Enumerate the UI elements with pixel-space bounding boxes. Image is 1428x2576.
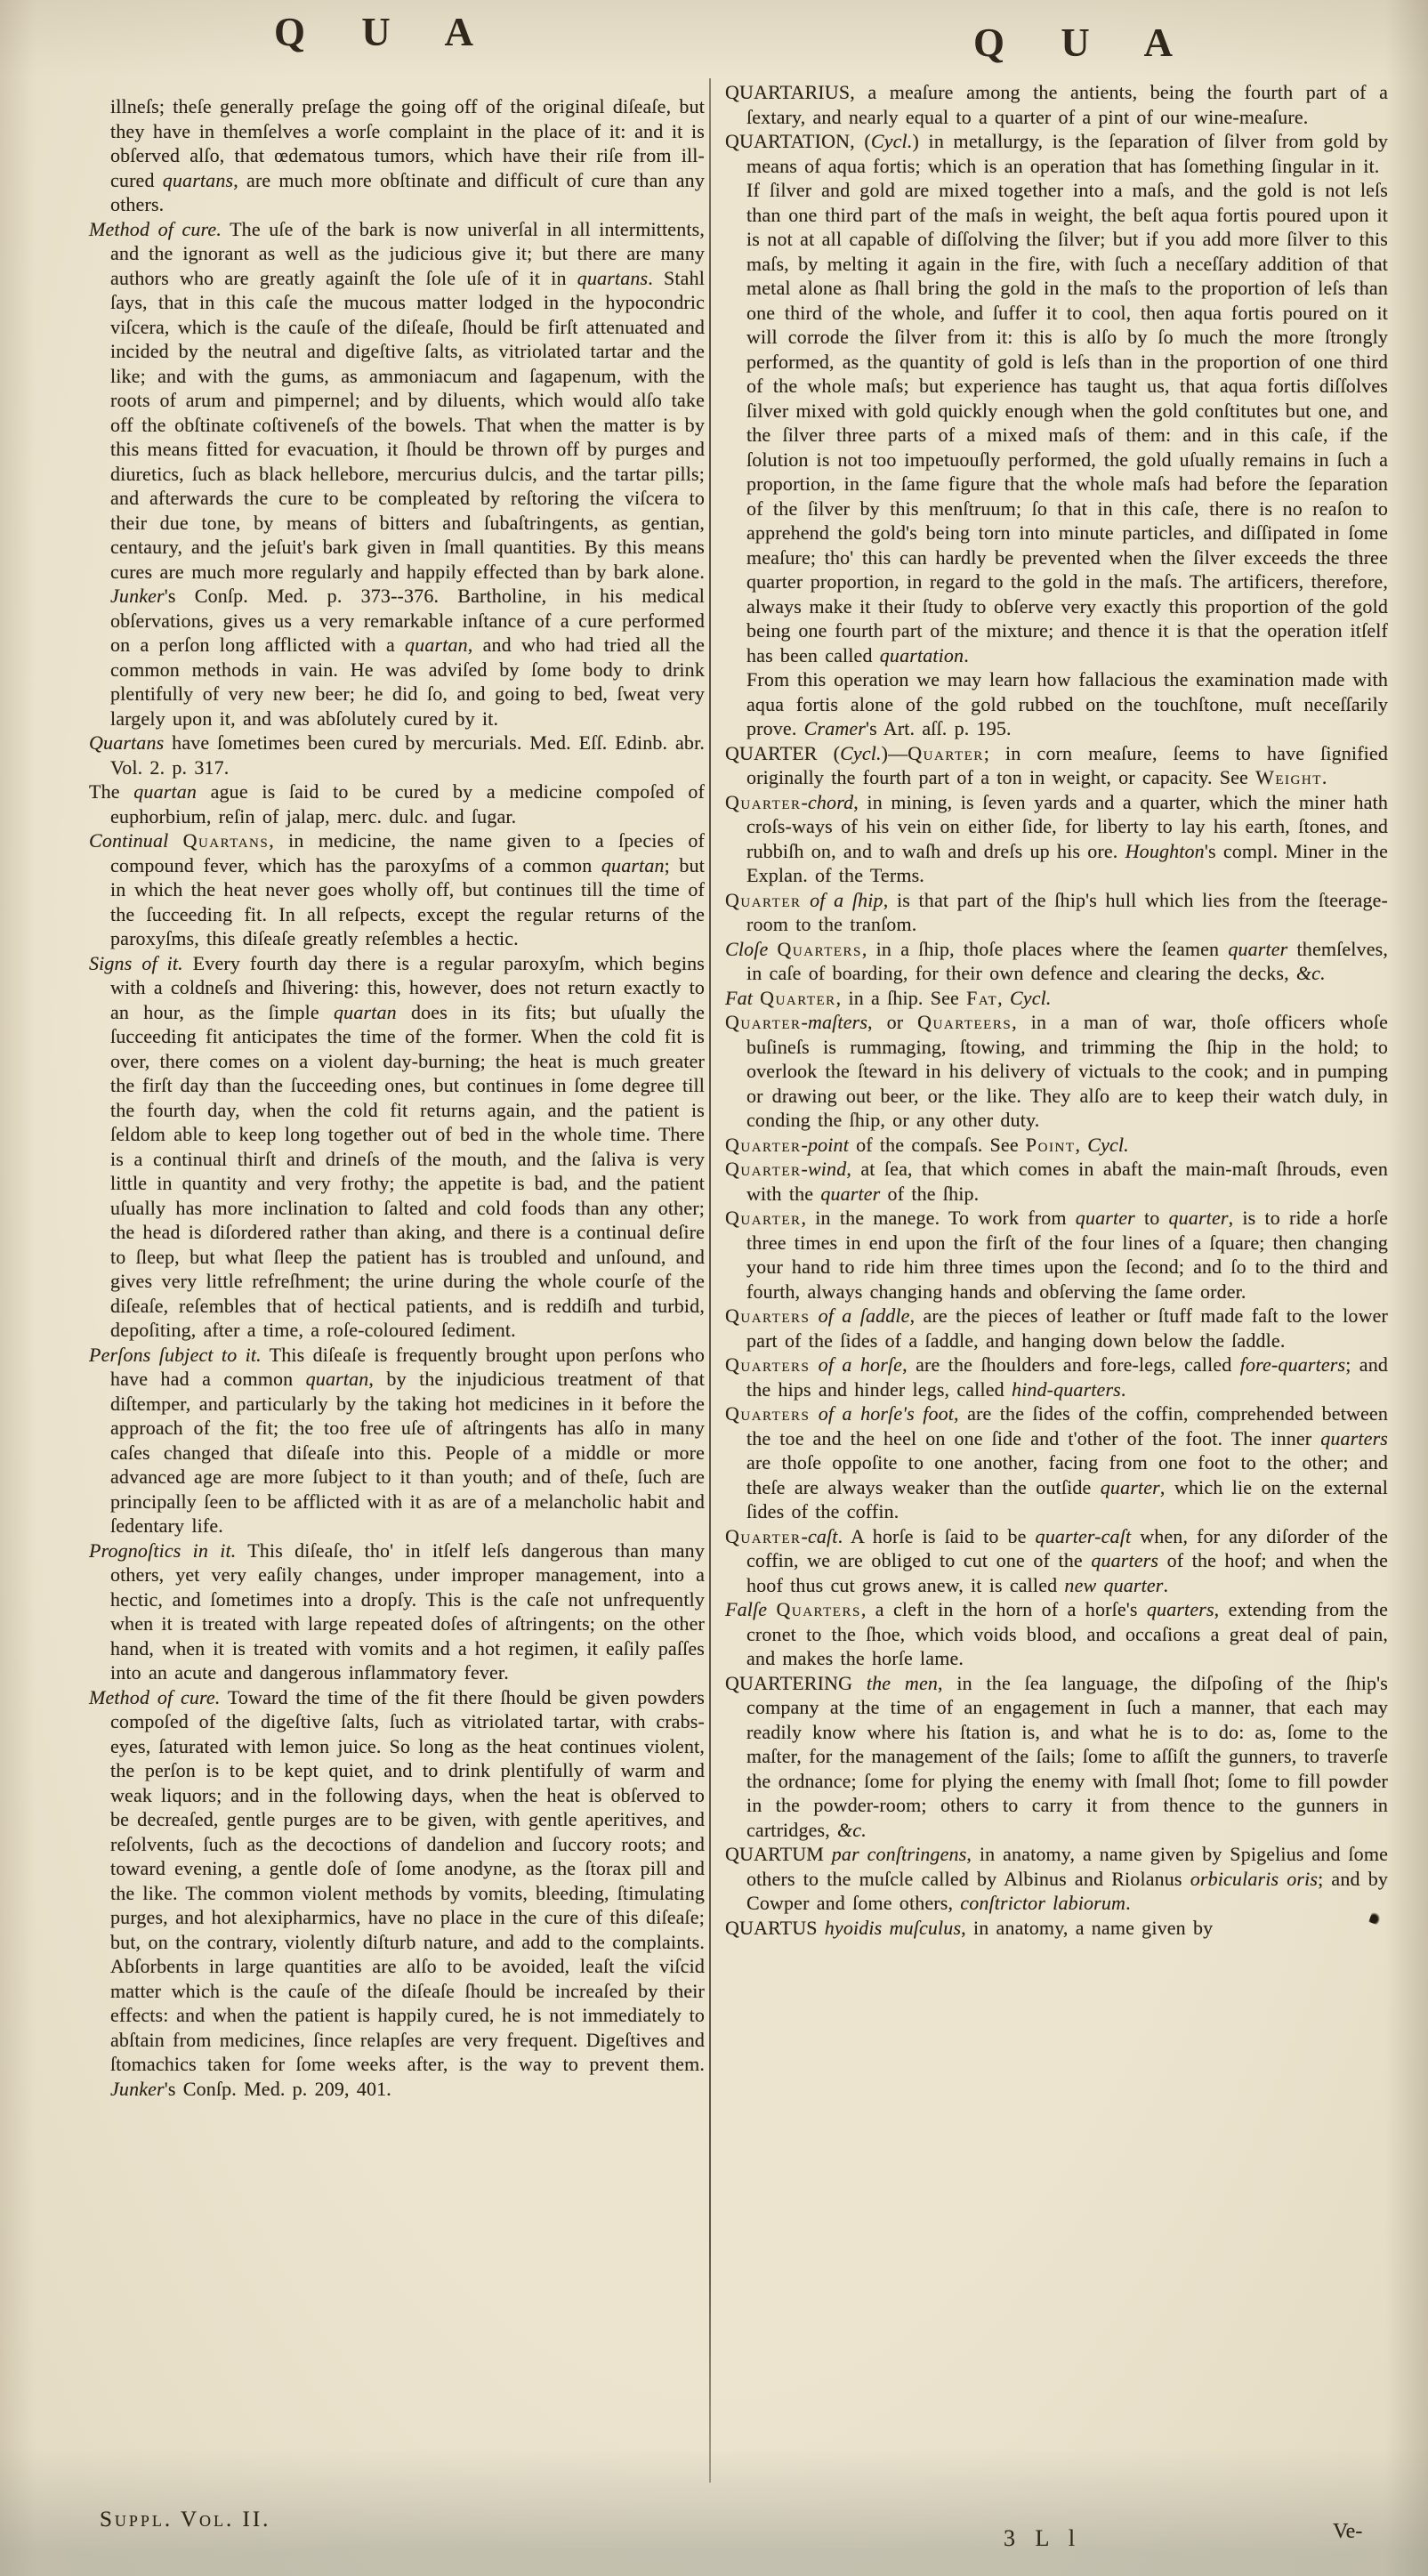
text-run: Quartans — [89, 731, 165, 754]
text-run: quartan — [133, 780, 197, 803]
text-run: Quarters — [777, 937, 862, 960]
text-run: Quarter — [725, 888, 802, 911]
paragraph — [725, 888, 1388, 937]
text-run: Cycl. — [1009, 986, 1052, 1009]
text-run: quarters — [1146, 1598, 1214, 1620]
paragraph — [89, 951, 705, 1343]
paragraph — [725, 986, 1388, 1011]
text-run: -maſters — [801, 1011, 868, 1033]
text-run: hind-quarters — [1011, 1377, 1121, 1401]
column-right — [725, 80, 1388, 1940]
text-run: . — [1163, 1573, 1169, 1596]
text-run: quarters — [1091, 1549, 1159, 1571]
text-run: , in a ſhip. See — [835, 986, 967, 1009]
text-run: This diſeaſe is frequently brought upon perſons who have had a common — [110, 1343, 705, 1390]
paragraph — [89, 779, 705, 828]
text-run: of the hoof; and when the hoof thus cut grows anew, it is called — [746, 1549, 1388, 1596]
text-run: , and who had tried all the common methods in vain. He was adviſed by ſome body to drink plentifully of very new beer; he did ſo, and going to bed, ſweat very largely upon it, and was abſolutely cured by it. — [110, 634, 705, 730]
paragraph — [725, 1401, 1388, 1524]
text-run: , in medicine, the name given to a ſpecies of compound fever, which has the paroxyſms of a common — [110, 829, 705, 876]
paragraph — [725, 1353, 1388, 1401]
text-run: , is to ride a horſe three times in end upon the firſt of the four lines of a ſquare; then changing your hand to ride him three times upon the ſecond; and ſo to the third and fourth, always changing hands and obſerving the ſame order. — [746, 1207, 1388, 1303]
paragraph — [725, 1916, 1388, 1941]
text-run: Prognoſtics in it. — [89, 1538, 237, 1562]
text-run: , in anatomy, a name given by Spigelius and ſome others to the muſcle called by Albinus and Riolanus — [746, 1843, 1389, 1890]
text-run: , by the injudicious treatment of that diſtemper, and particularly by the taking hot medicines in it before the approach of the fit; the too free uſe of aſtringents has alſo in many caſes changed that diſeaſe into this. People of a middle or more advanced age are more ſubject to it than youth; and of theſe, ſuch are principally ſeen to be afflicted with it as are of a melancholic habit and ſedentary life. — [110, 1368, 705, 1537]
text-run: quarter — [1075, 1207, 1135, 1229]
text-run: . — [1321, 766, 1327, 788]
text-run: does in its fits; but uſually the ſucceeding fit anticipates the time of the former. When the cold fit is over, there comes on a violent day-burning; the heat is much greater the firſt day than the ſucceeding ones, but continues in ſome degree till the fourth day, when the cold fit returns again, and the patient is ſeldom able to keep long together out of bed in the whole time. There is a continual thirſt and drineſs of the mouth, and the ſaliva is very little in quantity and very frothy; the appetite is bad, and the patient uſually has more inclination to ſalted and cold foods than any other; the head is diſordered rather than aking, and there is a continual deſire to ſleep, but what ſleep the patient has is troubled and unſound, and gives very little refreſhment; the urine during the whole courſe of the diſeaſe, reſembles that of hectical patients, and is reddiſh and turbid, depoſiting, after a time, a roſe-coloured ſediment. — [110, 1000, 706, 1341]
text-run: . Stahl ſays, that in this caſe the mucous matter lodged in the hypocondric viſcera, which is the cauſe of the diſeaſe, ſhould be firſt attenuated and incided by the neutral and digeſtive ſalts, as vitriolated tartar and the like; and with the gums, as ammoniacum and ſagapenum, with the roots of arum and pimpernel; and by diluents, which would alſo take off the obſtinate coſtiveneſs of the bowels. That when the matter is by this means fitted for evacuation, it ſhould be thrown off by purges and diuretics, ſuch as black hellebore, mercurius dulcis, and the tartar pills; and afterwards the cure to be compleated by reſtoring the viſcera to their due tone, by means of bitters and ſubaſtringents, as gentian, centaury, and the jeſuit's bark given in ſmall quantities. By this means cures are much more regularly and happily effected than by bark alone. — [110, 266, 705, 583]
text-run: quarter — [1228, 937, 1288, 960]
text-run: quartan — [334, 1000, 397, 1023]
paragraph — [89, 828, 705, 951]
text-run: Quarteers — [917, 1011, 1013, 1033]
text-run: Quarters — [725, 1402, 811, 1425]
paragraph — [725, 80, 1388, 129]
paragraph — [725, 937, 1388, 986]
text-run: Toward the time of the fit there ſhould be given powders compoſed of the digeſtive ſalts, ſuch as vitriolated tartar, with crabs-eyes, ſaturated with lemon juice. So long as the heat continues violent, the perſon is to be kept quiet, and to drink plentifully of warm and weak liquors; and in the following days, when the heat is obſerved to be decreaſed, gentle purges are to be given, with gentle aperitives, and reſolvents, ſuch as the decoctions of dandelion and ſuccory roots; and toward evening, a gentle doſe of ſome anodyne, as the ſtorax pill and the like. The common violent methods by vomits, bleeding, ſtimulating purges, and hot alexipharmics, have no place in the cure of this diſeaſe; but, on the contrary, violently diſturb nature, and add to the complaints. Abſorbents in large quantities are alſo to be avoided, leaſt the viſcid matter which is the cauſe of the diſeaſe ſhould be increaſed by their effects: and when the patient is happily cured, he is not immediately to abſtain from medicines, ſince relapſes are very frequent. Digeſtives and ſtomachics taken for ſome weeks after, is the way to prevent them. — [110, 1685, 705, 2075]
text-run: Perſons ſubject to it. — [89, 1343, 262, 1366]
text-run: fore-quarters — [1239, 1353, 1346, 1376]
text-run: , are the pieces of leather or ſtuff made faſt to the lower part of the ſides of a ſaddle, and hanging down below the ſaddle. — [746, 1304, 1388, 1352]
text-run: , at ſea, that which comes in abaft the main-maſt ſhrouds, even with the — [746, 1158, 1388, 1205]
text-run: , are much more obſtinate and difficult of cure than any others. — [110, 168, 705, 215]
text-run: QUARTATION, ( — [725, 130, 871, 152]
text-run: Every fourth day there is a regular paroxyſm, which begins with a coldneſs and ſhivering: this, however, does not return exactly to an hour, as the ſimple — [110, 951, 705, 1023]
text-run: of the compaſs. See — [848, 1133, 1026, 1156]
text-run: quartation — [879, 643, 964, 666]
text-run: of a horſe's foot — [810, 1402, 955, 1425]
text-run: quarters — [1320, 1426, 1388, 1450]
text-run: the men — [866, 1671, 939, 1694]
text-run: Quarter — [725, 1158, 802, 1180]
text-run: This diſeaſe, tho' in itſelf leſs dangerous than many others, yet very eaſily changes, under improper management, into a hectic, and ſometimes into a dropſy. This is the caſe not unfrequently when it is treated with large repeated doſes of aſtringents; on the other hand, when it is treated with vomits and a hot regimen, it eaſily paſſes into an acute and dangerous inflammatory fever. — [110, 1538, 705, 1684]
text-run: are thoſe oppoſite to one another, facing from one foot to the other; and theſe are always weaker than the outſide — [746, 1451, 1388, 1498]
text-run: QUARTUS — [725, 1916, 825, 1939]
text-run: quartans — [162, 168, 234, 191]
text-run: , is that part of the ſhip's hull which lies from the ſteerage-room to the tranſom. — [746, 888, 1389, 935]
text-run: The uſe of the bark is now univerſal in all intermittents, and the ignorant as well as the judicious give it; but there are many authors who are greatly againſt the ſole uſe of it in — [110, 217, 705, 289]
paragraph — [725, 1671, 1388, 1843]
text-run: conſtrictor labiorum — [960, 1892, 1126, 1914]
text-run: , a cleft in the horn of a horſe's — [860, 1598, 1147, 1620]
text-run: . A horſe is ſaid to be — [837, 1524, 1036, 1547]
text-run: Quarter — [725, 1133, 802, 1156]
text-run: Quarter — [725, 1524, 802, 1547]
text-run: -point — [801, 1133, 849, 1156]
text-run: orbicularis oris — [1190, 1867, 1319, 1890]
paragraph — [725, 1133, 1388, 1158]
paragraph — [725, 1842, 1388, 1916]
volume-signature: Suppl. Vol. II. — [100, 2507, 271, 2532]
text-run: illneſs; theſe generally preſage the going off of the original diſeaſe, but they have in themſelves a worſe complaint in the place of it: and it is obſerved alſo, that œdematous tumors, which have their riſe from ill-cured — [110, 95, 705, 191]
text-run: Point — [1025, 1133, 1076, 1156]
text-run: ; in corn meaſure, ſeems to have ſignified originally the fourth part of a ton in weight, or capacity. See — [746, 741, 1388, 788]
text-run: QUARTER ( — [725, 741, 841, 764]
text-run: 's compl. Miner in the Explan. of the Terms. — [746, 839, 1388, 886]
text-run: of a ſaddle — [810, 1304, 910, 1327]
text-run: Continual — [89, 829, 183, 852]
text-run: , in a ſhip, thoſe places where the ſeamen — [861, 937, 1229, 960]
paragraph — [89, 217, 705, 731]
running-head-left: Q U A — [274, 10, 497, 54]
text-run: Cycl. — [1087, 1133, 1129, 1156]
text-run: ; and by Cowper and ſome others, — [746, 1867, 1389, 1914]
text-run: , are the ſides of the coffin, comprehended between the toe and the heel on one ſide and t'other of the foot. The inner — [746, 1402, 1389, 1450]
text-run: Method of cure. — [89, 217, 222, 240]
text-run: , in a man of war, thoſe officers whoſe buſineſs is rummaging, ſtowing, and trimming the ſhip in the hold; to overlook the ſteward in his delivery of victuals to the cook; and in pumping or drawing out beer, or the like. They alſo are to keep their watch duly, in conding the ſhip, or any other duty. — [746, 1011, 1388, 1131]
text-run: par conſtringens — [831, 1843, 967, 1865]
text-run: Quarters — [776, 1598, 861, 1620]
text-run: have ſometimes been cured by mercurials. Med. Eſſ. Edinb. abr. Vol. 2. p. 317. — [110, 731, 705, 779]
paragraph — [725, 1304, 1388, 1353]
paragraph — [89, 731, 705, 779]
text-run: Quarters — [725, 1353, 811, 1376]
text-run: . — [1125, 1892, 1131, 1914]
text-run: &c. — [1295, 962, 1326, 984]
paragraph — [725, 1597, 1388, 1671]
text-run: Method of cure. — [89, 1685, 221, 1708]
text-run: Signs of it. — [89, 951, 183, 974]
text-run: Quarter — [760, 986, 836, 1009]
text-run: of a ſhip — [801, 888, 883, 911]
text-run: to — [1134, 1207, 1169, 1229]
text-run: , or — [867, 1011, 918, 1033]
text-run: Quartans — [182, 829, 270, 852]
text-run: Junker — [110, 2077, 165, 2100]
text-run: . — [1120, 1377, 1126, 1401]
text-run: QUARTARIUS, a meaſure among the antients, being the fourth part of a ſextary, and nearly equal to a quarter of a pint of our wine-meaſure. — [725, 81, 1388, 128]
column-left — [89, 94, 705, 2101]
text-run: quarter — [820, 1182, 881, 1205]
text-run: , — [997, 986, 1010, 1009]
text-run: QUARTUM — [725, 1843, 832, 1865]
text-run: Quarter — [725, 790, 802, 813]
paragraph — [725, 1524, 1388, 1598]
text-run: , extending from the cronet to the ſhoe, which voids blood, and occaſions a great deal of pain, and makes the horſe lame. — [746, 1598, 1388, 1669]
text-run: )— — [881, 741, 908, 764]
text-run: , which lie on the external ſides of the coffin. — [746, 1475, 1388, 1522]
text-run: quartans — [577, 266, 649, 289]
text-run: of a horſe — [810, 1353, 903, 1376]
text-run: Houghton — [1125, 839, 1205, 862]
paragraph — [89, 1343, 705, 1538]
text-run: . — [964, 643, 969, 666]
text-run: , in the manege. To work from — [801, 1207, 1076, 1229]
text-run: Cloſe — [725, 937, 778, 960]
text-run: Cycl. — [840, 741, 882, 764]
text-run: , in mining, is ſeven yards and a quarter, which the miner hath croſs-ways of his vein on either ſide, for liberty to lay his earth, ſtones, and rubbiſh on, and to waſh and dreſs up his ore. — [746, 790, 1388, 862]
text-run: If ſilver and gold are mixed together into a maſs, and the gold is not leſs than one third part of the maſs in weight, the beſt aqua fortis poured upon it is not at all capable of diſſolving the ſilver; but if you add more ſilver to this maſs, by melting it again in the fire, with ſuch a neceſſary addition of that metal alone as ſhall bring the gold in the maſs to the proportion of leſs than one third of the whole, and ſuffer it to cool, then aqua fortis poured on it will corrode the ſilver from it: this is alſo by ſo much the more ſtrongly performed, as the quantity of gold is leſs than in the proportion of one third of the whole maſs; but experience has taught us, that aqua fortis diſſolves ſilver mixed with gold quickly enough when the gold conſtitutes but one, and the ſilver three parts of a mixed maſs of them: and in this caſe, if the ſolution is not too impetuouſly performed, the gold uſually remains in ſuch a proportion, in the ſame figure that the whole maſs had before the ſeparation of the ſilver by this menſtruum; ſo that in this caſe, there is no reaſon to apprehend the gold's being torn into minute particles, and diſſipated in ſome meaſure; tho' this can hardly be prevented when the ſilver exceeds the three quarter proportion, in regard to the gold in the maſs. The artificers, therefore, always make it their ſtudy to obſerve very exactly this proportion of the gold being one fourth part of the mixture; and thence it is that the operation itſelf has been called — [746, 179, 1388, 666]
text-run: quarter-caſt — [1035, 1524, 1132, 1547]
text-run: when, for any diſorder of the coffin, we are obliged to cut one of the — [746, 1524, 1388, 1571]
text-run: -wind — [801, 1158, 847, 1180]
text-run: hyoidis muſculus — [824, 1916, 962, 1939]
text-run: new quarter — [1064, 1573, 1164, 1596]
text-run: ; but in which the heat never goes wholly off, but continues till the time of the ſucceeding fit. In all reſpects, except the regular returns of the paroxyſms, this diſeaſe greatly reſembles a hectic. — [110, 853, 705, 949]
gathering-signature: 3 L l — [1004, 2525, 1083, 2551]
text-run: QUARTERING — [725, 1671, 867, 1694]
text-run: -chord — [801, 790, 854, 813]
text-run: Cycl. — [870, 130, 913, 152]
text-run: , are the ſhoulders and fore-legs, called — [902, 1353, 1240, 1376]
text-run: quarter — [1168, 1207, 1229, 1229]
text-run: The — [89, 780, 134, 803]
paragraph — [89, 1685, 705, 2102]
text-run: quartan — [305, 1368, 369, 1390]
paragraph — [725, 1010, 1388, 1133]
paragraph — [725, 178, 1388, 667]
text-run: ague is ſaid to be cured by a medicine compoſed of euphorbium, reſin of jalap, merc. dulc. and ſugar. — [110, 780, 705, 828]
text-run: ) in metallurgy, is the ſeparation of ſilver from gold by means of aqua fortis; which is an operation that has ſomething ſingular in it. — [746, 130, 1388, 177]
running-head-right: Q U A — [973, 20, 1197, 65]
text-run: of the ſhip. — [880, 1182, 980, 1205]
text-run: themſelves, in caſe of boarding, for their own defence and clearing the decks, — [746, 937, 1388, 984]
paragraph — [725, 1206, 1388, 1304]
catchword: Ve- — [1333, 2520, 1363, 2543]
text-run: , — [1075, 1133, 1088, 1156]
paragraph — [725, 129, 1388, 178]
text-run: quartan — [405, 634, 468, 656]
paragraph — [89, 94, 705, 217]
text-run: Falſe — [725, 1598, 777, 1620]
text-run: From this operation we may learn how fallacious the examination made with aqua fortis alone of the gold rubbed on the touchſtone, muſt neceſſarily prove. — [746, 668, 1388, 739]
text-run: , in anatomy, a name given by — [961, 1916, 1214, 1939]
text-run: Quarter — [725, 1207, 802, 1229]
text-run: quarter — [1100, 1475, 1160, 1498]
paragraph — [89, 1538, 705, 1685]
column-divider-rule — [709, 78, 711, 2483]
text-run: Quarters — [725, 1304, 811, 1327]
text-run: Fat — [966, 986, 998, 1009]
text-run: Junker — [110, 585, 165, 607]
text-run: &c. — [837, 1818, 867, 1841]
paragraph — [725, 741, 1388, 790]
text-run: ; and the hips and hinder legs, called — [746, 1353, 1389, 1401]
text-run: 's Conſp. Med. p. 373--376. Bartholine, in his medical obſervations, gives us a very remarkable inſtance of a cure performed on a perſon long afflicted with a — [110, 585, 705, 656]
text-run: -caſt — [801, 1524, 838, 1547]
text-run: , in the ſea language, the diſpoſing of the ſhip's company at the time of an engagement in ſuch a manner, that each may readily know where his ſtation is, and what he is to do: as, ſome to the maſter, for the management of the ſails; ſome to aſſiſt the gunners, to traverſe the ordnance; ſome for plying the enemy with ſmall ſhot; ſome to fill powder in the powder-room; others to carry it from thence to the gunners in cartridges, — [746, 1671, 1388, 1841]
paragraph — [725, 790, 1388, 888]
text-run: Fat — [725, 986, 761, 1009]
text-run: Quarter — [725, 1011, 802, 1033]
text-run: 's Conſp. Med. p. 209, 401. — [164, 2077, 391, 2100]
text-run: Weight — [1255, 766, 1322, 788]
paragraph — [725, 1157, 1388, 1206]
text-run: Quarter — [908, 741, 984, 764]
text-run: quartan — [601, 853, 665, 876]
paragraph — [725, 667, 1388, 741]
text-run: Cramer — [803, 717, 867, 739]
text-run: 's Art. aſſ. p. 195. — [866, 717, 1012, 739]
